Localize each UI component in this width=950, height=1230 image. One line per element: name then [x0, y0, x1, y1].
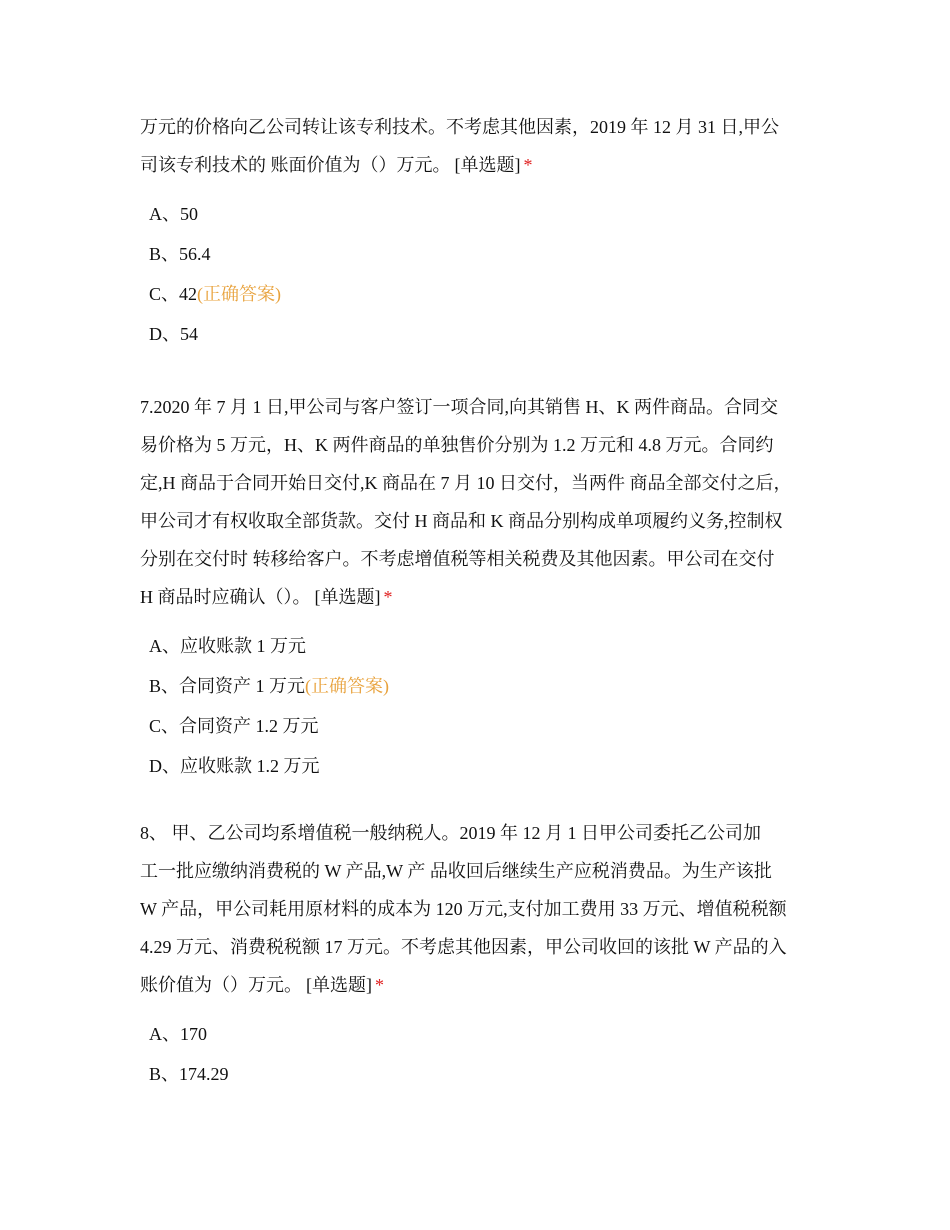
question-line: 万元的价格向乙公司转让该专利技术。不考虑其他因素，2019 年 12 月 31 日,甲公: [140, 117, 779, 137]
correct-answer-mark: (正确答案): [305, 676, 390, 696]
option-b[interactable]: B、174.29: [149, 1064, 229, 1084]
question-1: [140, 108, 820, 388]
question-line: 分别在交付时 转移给客户。不考虑增值税等相关税费及其他因素。甲公司在交付: [140, 549, 775, 569]
question-line: 账价值为（）万元。 [单选题] *: [140, 975, 384, 995]
option-a[interactable]: A、50: [149, 204, 198, 224]
question-type-label: [单选题]: [314, 587, 381, 607]
correct-answer-mark: (正确答案): [197, 284, 282, 304]
option-c[interactable]: C、42(正确答案): [149, 284, 282, 304]
question-line: 易价格为 5 万元，H、K 两件商品的单独售价分别为 1.2 万元和 4.8 万元。合同约: [140, 435, 774, 455]
question-line: 甲公司才有权收取全部货款。交付 H 商品和 K 商品分别构成单项履约义务,控制权: [140, 511, 783, 531]
option-b[interactable]: B、56.4: [149, 244, 211, 264]
question-8: [140, 814, 820, 1094]
option-d[interactable]: D、应收账款 1.2 万元: [149, 756, 320, 776]
question-type-label: [单选题]: [454, 155, 521, 175]
question-line: 司该专利技术的 账面价值为（）万元。 [单选题] *: [140, 155, 533, 175]
question-line: 4.29 万元、消费税税额 17 万元。不考虑其他因素，甲公司收回的该批 W 产品的入: [140, 937, 787, 957]
question-line: 8、 甲、乙公司均系增值税一般纳税人。2019 年 12 月 1 日甲公司委托乙公司加: [140, 823, 761, 843]
question-1-text: [140, 108, 820, 184]
options-list: [140, 1014, 820, 1094]
question-8-text: [140, 814, 820, 1004]
options-list: [140, 194, 820, 354]
question-7: [140, 388, 820, 814]
question-line: W 产品，甲公司耗用原材料的成本为 120 万元,支付加工费用 33 万元、增值税税额: [140, 899, 787, 919]
required-star: *: [523, 155, 533, 175]
question-line: H 商品时应确认（）。 [单选题] *: [140, 587, 393, 607]
option-a[interactable]: A、170: [149, 1024, 207, 1044]
option-a[interactable]: A、应收账款 1 万元: [149, 636, 306, 656]
required-star: *: [375, 975, 384, 995]
option-d[interactable]: D、54: [149, 324, 198, 344]
question-7-text: [140, 388, 820, 616]
question-line: 7.2020 年 7 月 1 日,甲公司与客户签订一项合同,向其销售 H、K 两件商品。合同交: [140, 397, 778, 417]
question-line: 定,H 商品于合同开始日交付,K 商品在 7 月 10 日交付，当两件 商品全部交付之后，: [140, 473, 792, 493]
required-star: *: [383, 587, 393, 607]
option-c[interactable]: C、合同资产 1.2 万元: [149, 716, 319, 736]
question-type-label: [单选题]: [306, 975, 372, 995]
question-line: 工一批应缴纳消费税的 W 产品,W 产 品收回后继续生产应税消费品。为生产该批: [140, 861, 772, 881]
document-page: [140, 108, 820, 1094]
option-b[interactable]: B、合同资产 1 万元(正确答案): [149, 676, 390, 696]
options-list: [140, 626, 820, 786]
